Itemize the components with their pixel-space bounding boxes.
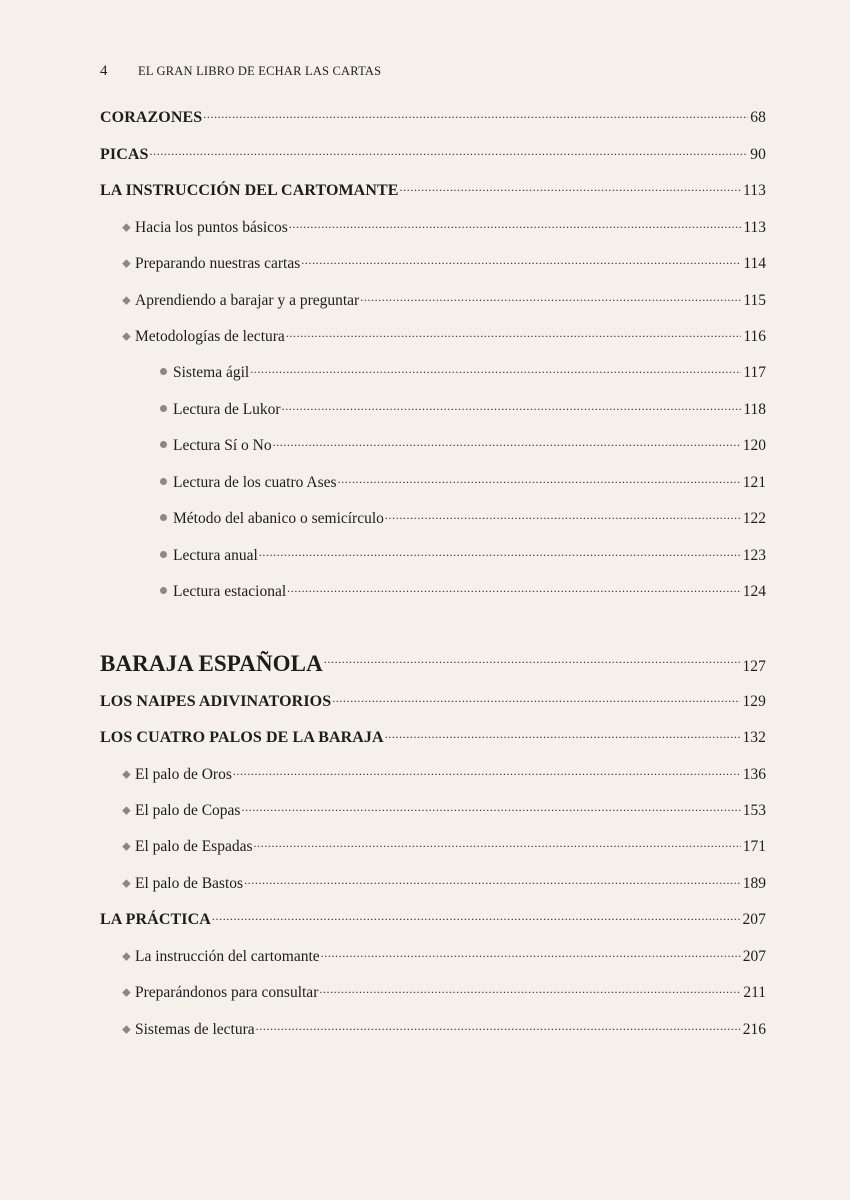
toc-entry-page: 123 [742, 546, 766, 564]
toc-entry-title: Lectura anual [173, 546, 258, 564]
diamond-bullet-icon [122, 259, 130, 267]
toc-entry-title: El palo de Espadas [135, 837, 253, 855]
toc-entry-title: Lectura Sí o No [173, 436, 272, 454]
toc-entry-title: Metodologías de lectura [135, 327, 285, 345]
dot-leader [233, 763, 741, 779]
dot-leader [250, 361, 741, 377]
toc-entry-page: 132 [742, 729, 766, 746]
toc-entry [100, 289, 766, 311]
dot-bullet-icon [160, 514, 167, 521]
dot-bullet-icon [160, 478, 167, 485]
toc-entry-title: El palo de Bastos [135, 874, 244, 892]
toc-entry-page: 116 [743, 327, 766, 345]
toc-entry [100, 690, 766, 712]
dot-leader [244, 872, 741, 888]
toc-entry-page: 216 [742, 1020, 766, 1038]
toc-entry-page: 113 [743, 218, 766, 236]
toc-entry [100, 726, 766, 748]
toc-entry [100, 544, 766, 566]
toc-entry-title: El palo de Oros [135, 765, 232, 783]
dot-leader [400, 179, 741, 195]
toc-entry-title: Aprendiendo a barajar y a preguntar [135, 291, 360, 309]
toc-entry-title: LA PRÁCTICA [100, 911, 211, 928]
dot-leader [273, 434, 741, 450]
diamond-bullet-icon [122, 806, 130, 814]
toc-entry [100, 799, 766, 821]
toc-entry [100, 945, 766, 967]
toc-entry-page: 207 [742, 911, 766, 928]
dot-leader [301, 252, 741, 268]
toc-entry-page: 171 [742, 837, 766, 855]
toc-entry-title: Sistema ágil [173, 363, 250, 381]
dot-leader [385, 726, 741, 742]
toc-entry-page: 124 [742, 582, 766, 600]
diamond-bullet-icon [122, 879, 130, 887]
toc-entry [100, 143, 766, 165]
diamond-bullet-icon [122, 952, 130, 960]
toc-entry-title: LA INSTRUCCIÓN DEL CARTOMANTE [100, 182, 399, 199]
toc-entry-title: PICAS [100, 146, 149, 163]
toc-entry-page: 68 [750, 109, 766, 126]
toc-entry [100, 507, 766, 529]
toc-entry-title: Lectura de Lukor [173, 400, 281, 418]
toc-entry-page: 121 [742, 473, 766, 491]
toc-entry-title: LOS CUATRO PALOS DE LA BARAJA [100, 729, 384, 746]
dot-bullet-icon [160, 587, 167, 594]
dot-leader [319, 981, 741, 997]
toc-entry [100, 434, 766, 456]
toc-entry [100, 471, 766, 493]
diamond-bullet-icon [122, 296, 130, 304]
toc-entry-page: 189 [742, 874, 766, 892]
running-header [100, 63, 381, 80]
toc-entry-page: 114 [743, 254, 766, 272]
toc-entry-page: 118 [743, 400, 766, 418]
page-number: 4 [100, 63, 108, 79]
toc-entry-page: 129 [742, 693, 766, 710]
toc-entry [100, 908, 766, 930]
toc-entry-title: Preparándonos para consultar [135, 983, 319, 1001]
toc-entry-page: 120 [742, 436, 766, 454]
toc-entry-title: Preparando nuestras cartas [135, 254, 301, 272]
dot-leader [324, 648, 741, 671]
toc-entry [100, 325, 766, 347]
running-title: EL GRAN LIBRO DE ECHAR LAS CARTAS [138, 64, 382, 78]
toc-entry [100, 835, 766, 857]
dot-bullet-icon [160, 441, 167, 448]
toc-entry [100, 106, 766, 128]
toc-entry [100, 398, 766, 420]
diamond-bullet-icon [122, 988, 130, 996]
toc-entry-title: Hacia los puntos básicos [135, 218, 288, 236]
toc-entry [100, 580, 766, 602]
toc-entry [100, 179, 766, 201]
toc-entry-page: 211 [743, 983, 766, 1001]
toc-entry-title: Sistemas de lectura [135, 1020, 255, 1038]
toc-entry-title: El palo de Copas [135, 801, 241, 819]
dot-leader [338, 471, 741, 487]
toc-entry-title: Método del abanico o semicírculo [173, 509, 384, 527]
dot-leader [287, 580, 741, 596]
toc-entry [100, 872, 766, 894]
diamond-bullet-icon [122, 223, 130, 231]
toc-entry-page: 136 [742, 765, 766, 783]
toc-entry [100, 981, 766, 1003]
dot-leader [332, 690, 740, 706]
dot-leader [241, 799, 740, 815]
dot-leader [321, 945, 741, 961]
toc-entry-page: 115 [743, 291, 766, 309]
toc-entry [100, 1018, 766, 1040]
dot-leader [256, 1018, 741, 1034]
dot-leader [254, 835, 741, 851]
toc-entry-page: 127 [742, 658, 766, 675]
toc-entry [100, 648, 766, 681]
dot-leader [385, 507, 741, 523]
toc-entry [100, 763, 766, 785]
toc-entry-page: 122 [742, 509, 766, 527]
dot-leader [203, 106, 748, 122]
dot-bullet-icon [160, 405, 167, 412]
toc-entry [100, 216, 766, 238]
toc-entry-page: 207 [742, 947, 766, 965]
toc-entry [100, 361, 766, 383]
toc-entry-title: CORAZONES [100, 109, 203, 126]
diamond-bullet-icon [122, 842, 130, 850]
toc-entry-page: 153 [742, 801, 766, 819]
toc-entry [100, 252, 766, 274]
toc-entry-title: Lectura de los cuatro Ases [173, 473, 337, 491]
diamond-bullet-icon [122, 1025, 130, 1033]
diamond-bullet-icon [122, 770, 130, 778]
dot-leader [360, 289, 741, 305]
dot-leader [150, 143, 749, 159]
toc-entry-page: 117 [743, 363, 766, 381]
toc-entry-title: LOS NAIPES ADIVINATORIOS [100, 693, 332, 710]
toc-entry-page: 90 [750, 146, 766, 163]
toc-entry-page: 113 [743, 182, 766, 199]
diamond-bullet-icon [122, 332, 130, 340]
dot-leader [286, 325, 742, 341]
dot-bullet-icon [160, 368, 167, 375]
dot-leader [212, 908, 741, 924]
dot-bullet-icon [160, 551, 167, 558]
dot-leader [282, 398, 742, 414]
toc-entry-title: La instrucción del cartomante [135, 947, 320, 965]
toc-entry-title: BARAJA ESPAÑOLA [100, 651, 323, 676]
toc-entry-title: Lectura estacional [173, 582, 287, 600]
dot-leader [259, 544, 741, 560]
dot-leader [289, 216, 741, 232]
